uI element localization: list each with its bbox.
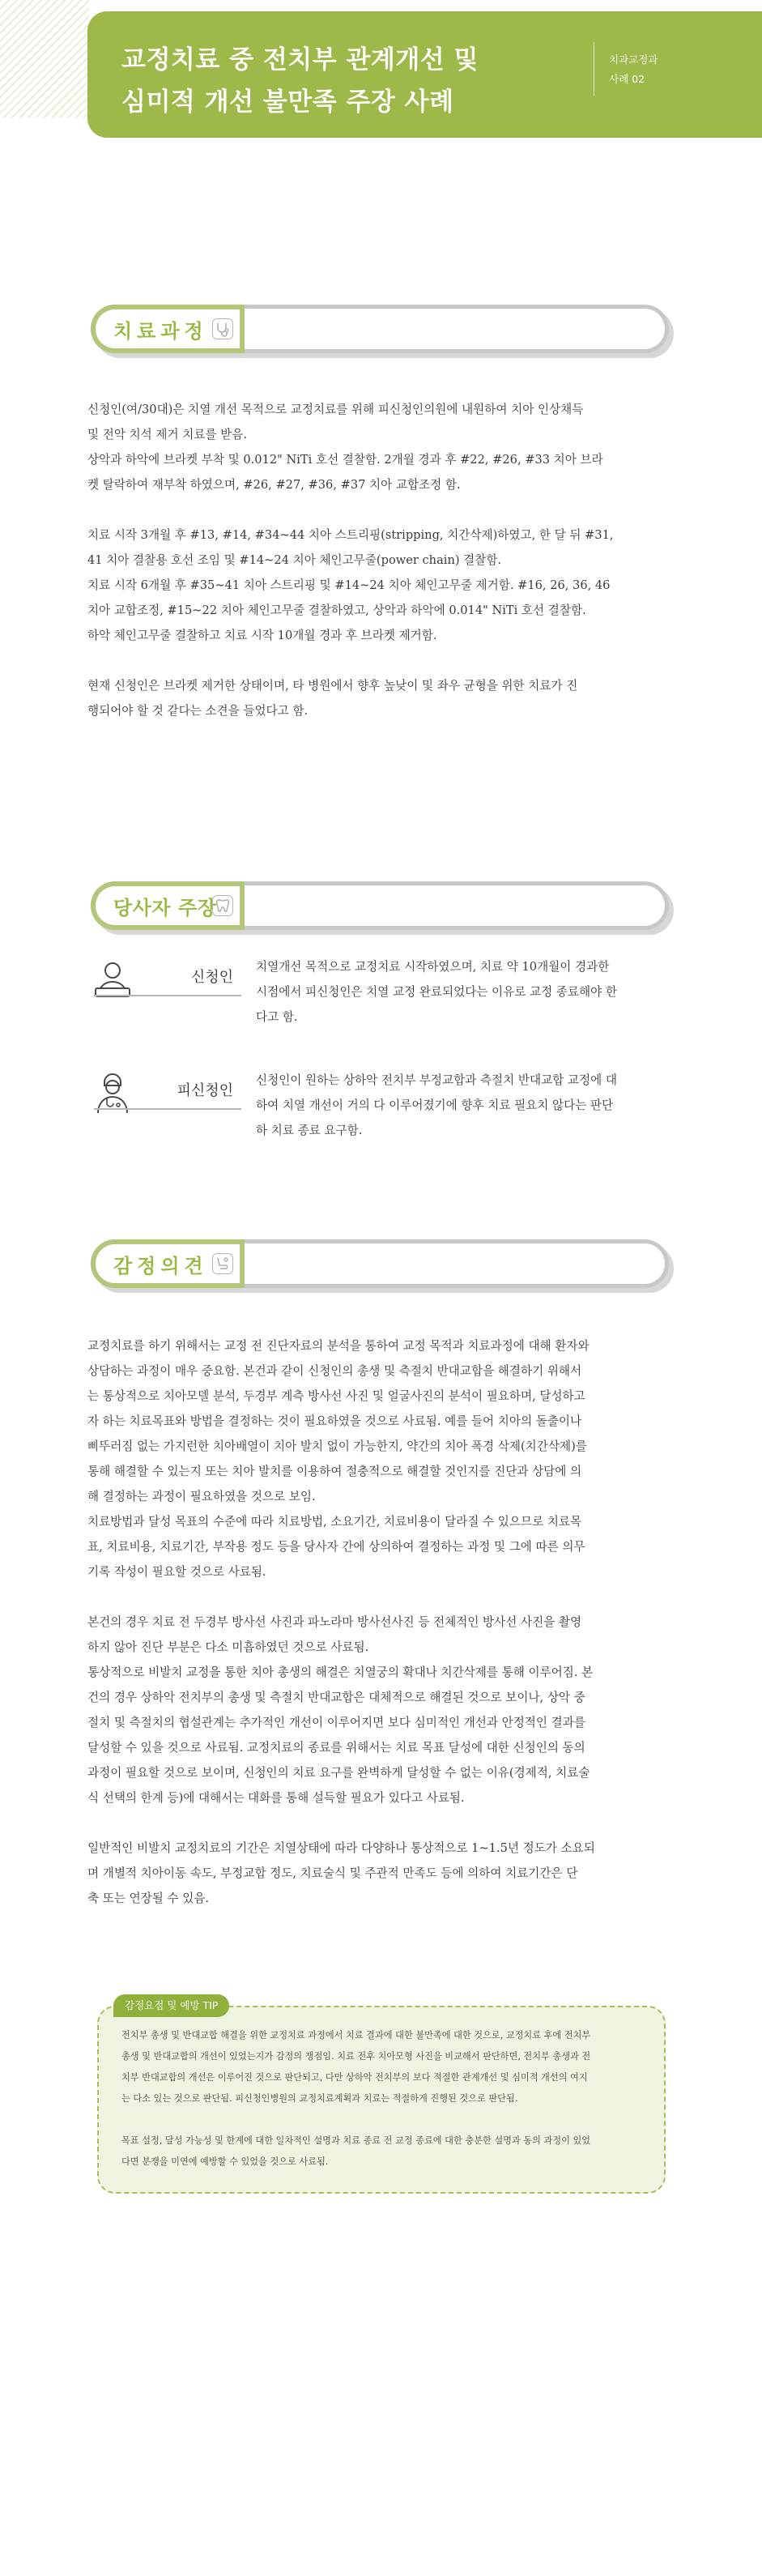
process-paragraph-1: 신청인(여/30대)은 치열 개선 목적으로 교정치료를 위해 피신청인의원에 내원하여 치아 인상채득 및 전악 치석 제거 치료를 받음. 상악과 하악에 브라켓 부착 및 0.012" NiTi 호선 결찰함. 2개월 경과 후 #22, #26, #33 치아 브라 켓 탈락하여 재부착 하였으며, #26, #27, #36, #37 치아 교합조정 함. [87, 403, 603, 492]
header-hatch-decoration [0, 0, 89, 117]
process-paragraph-2: 치료 시작 3개월 후 #13, #14, #34~44 치아 스트리핑(stripping, 치간삭제)하였고, 한 달 뒤 #31, 41 치아 결찰용 호선 조임 및 #14~24 치아 체인고무줄(power chain) 결찰함. 치료 시작 6개월 후 #35~41 치아 스트리핑 및 #14~24 치아 체인고무줄 제거함. #16, 26, 36, 46 치아 교합조정, #15~22 치아 체인고무줄 결찰하였고, 상악과 하악에 0.014" NiTi 호선 결찰함. 하악 체인고무줄 결찰하고 치료 시작 10개월 경과 후 브라켓 제거함. [87, 528, 614, 642]
tip-badge: 감정요점 및 예방 TIP [113, 1994, 229, 2017]
party-claimant [87, 954, 670, 1043]
respondent-statement: 신청인이 원하는 상하악 전치부 부정교합과 측절치 반대교합 교정에 대 하여 치열 개선이 거의 다 이루어졌기에 향후 치료 필요치 않다는 판단 하 치료 종료 요구함. [256, 1073, 617, 1137]
section-header-parties [91, 881, 674, 935]
claimant-underline [94, 995, 241, 996]
opinion-paragraph-2: 본건의 경우 치료 전 두경부 방사선 사진과 파노라마 방사선사진 등 전체적인 방사선 사진을 촬영 하지 않아 진단 부분은 다소 미흡하였던 것으로 사료됨. 통상적으로 비발치 교정을 통한 치아 총생의 해결은 치열궁의 확대나 치간삭제를 통해 이루어짐. 본 건의 경우 상하악 전치부의 총생 및 측절치 반대교합은 대체적으로 해결된 것으로 보이나, 상악 중 절치 및 측절치의 협설관계는 추가적인 개선이 이루어지면 보다 심미적인 개선과 안정적인 결과를 달성할 수 있을 것으로 사료됨. 교정치료의 종료를 위해서는 치료 목표 달성에 대한 신청인의 동의 과정이 필요할 것으로 보이며, 신청인의 치료 요구를 완벽하게 달성할 수 없는 이유(경제적, 치료술 식 선택의 한계 등)에 대해서는 대화를 통해 설득할 필요가 있다고 사료됨. [87, 1615, 594, 1805]
party-respondent [87, 1068, 670, 1157]
opinion-paragraph-3: 일반적인 비발치 교정치료의 기간은 치열상태에 따라 다양하나 통상적으로 1~1.5년 정도가 소요되 며 개별적 치아이동 속도, 부정교합 정도, 치료술식 및 주관적 만족도 등에 의하여 치료기간은 단 축 또는 연장될 수 있음. [87, 1841, 595, 1905]
claimant-statement: 치열개선 목적으로 교정치료 시작하였으며, 치료 약 10개월이 경과한 시점에서 피신청인은 치열 교정 완료되었다는 이유로 교정 종료해야 한 다고 함. [256, 960, 617, 1024]
opinion-paragraph-1: 교정치료를 하기 위해서는 교정 전 진단자료의 분석을 통하여 교정 목적과 치료과정에 대해 환자와 상담하는 과정이 매우 중요함. 본건과 같이 신청인의 총생 및 측절치 반대교합을 해결하기 위해서 는 통상적으로 치아모델 분석, 두경부 계측 방사선 사진 및 얼굴사진의 분석이 필요하며, 달성하고 자 하는 치료목표와 방법을 결정하는 것이 필요하였을 것으로 사료됨. 예를 들어 치아의 돌출이나 삐뚜러짐 없는 가지런한 치아배열이 치아 발치 없이 가능한지, 약간의 치아 폭경 삭제(치간삭제)를 통해 해결할 수 있는지 또는 치아 발치를 이용하여 절충적으로 해결할 것인지를 진단과 상담에 의 해 결정하는 과정이 필요하였을 것으로 보임. 치료방법과 달성 목표의 수준에 따라 치료방법, 소요기간, 치료비용이 달라질 수 있으므로 치료목 표, 치료비용, 치료기간, 부작용 정도 등을 당사자 간에 상의하여 결정하는 과정 및 그에 따른 의무 기록 작성이 필요할 것으로 사료됨. [87, 1339, 590, 1579]
tooth-icon [212, 895, 233, 916]
page-title-line-2: 심미적 개선 불만족 주장 사례 [121, 87, 454, 117]
respondent-underline [94, 1108, 241, 1110]
stethoscope-icon [212, 318, 233, 339]
process-paragraph-3: 현재 신청인은 브라켓 제거한 상태이며, 타 병원에서 향후 높낮이 및 좌우 균형을 위한 치료가 진 행되어야 할 것 같다는 소견을 들었다고 함. [87, 679, 578, 718]
case-department: 치과교정과 [609, 53, 658, 66]
opinion-body [87, 1333, 669, 1911]
case-tag [609, 50, 658, 89]
section-header-process [91, 305, 674, 358]
case-number: 사례 02 [609, 73, 645, 85]
respondent-label: 피신청인 [177, 1082, 233, 1099]
section-header-opinion [91, 1239, 674, 1293]
section-title-opinion: 감정의견 [113, 1254, 208, 1277]
process-body [87, 397, 669, 723]
claimant-label: 신청인 [190, 969, 233, 986]
dental-chair-icon [212, 1253, 233, 1274]
page-title [121, 39, 479, 123]
section-title-process: 치료과정 [113, 319, 208, 343]
tip-paragraph-2: 목표 설정, 달성 가능성 및 한계에 대한 일차적인 설명과 치료 종료 전 교정 종료에 대한 충분한 설명과 동의 과정이 있었 다면 분쟁을 미연에 예방할 수 있었을 것으로 사료됨. [121, 2135, 591, 2167]
section-title-parties: 당사자 주장 [113, 896, 217, 919]
page-title-line-1: 교정치료 중 전치부 관계개선 및 [121, 45, 479, 75]
tip-paragraph-1: 전치부 총생 및 반대교합 해결을 위한 교정치료 과정에서 치료 결과에 대한 불만족에 대한 것으로, 교정치료 후에 전치부 총생 및 반대교합의 개선이 있었는지가 감정의 쟁점임. 치료 전후 치아모형 사진을 비교해서 판단하면, 전치부 총생과 전 치부 반대교합의 개선은 이루어진 것으로 판단되고, 다만 상하악 전치부의 보다 적절한 관계개선 및 심미적 개선의 여지 는 다소 있는 것으로 판단됨. 피신청인병원의 교정치료계획과 치료는 적절하게 진행된 것으로 판단됨. [121, 2030, 591, 2104]
